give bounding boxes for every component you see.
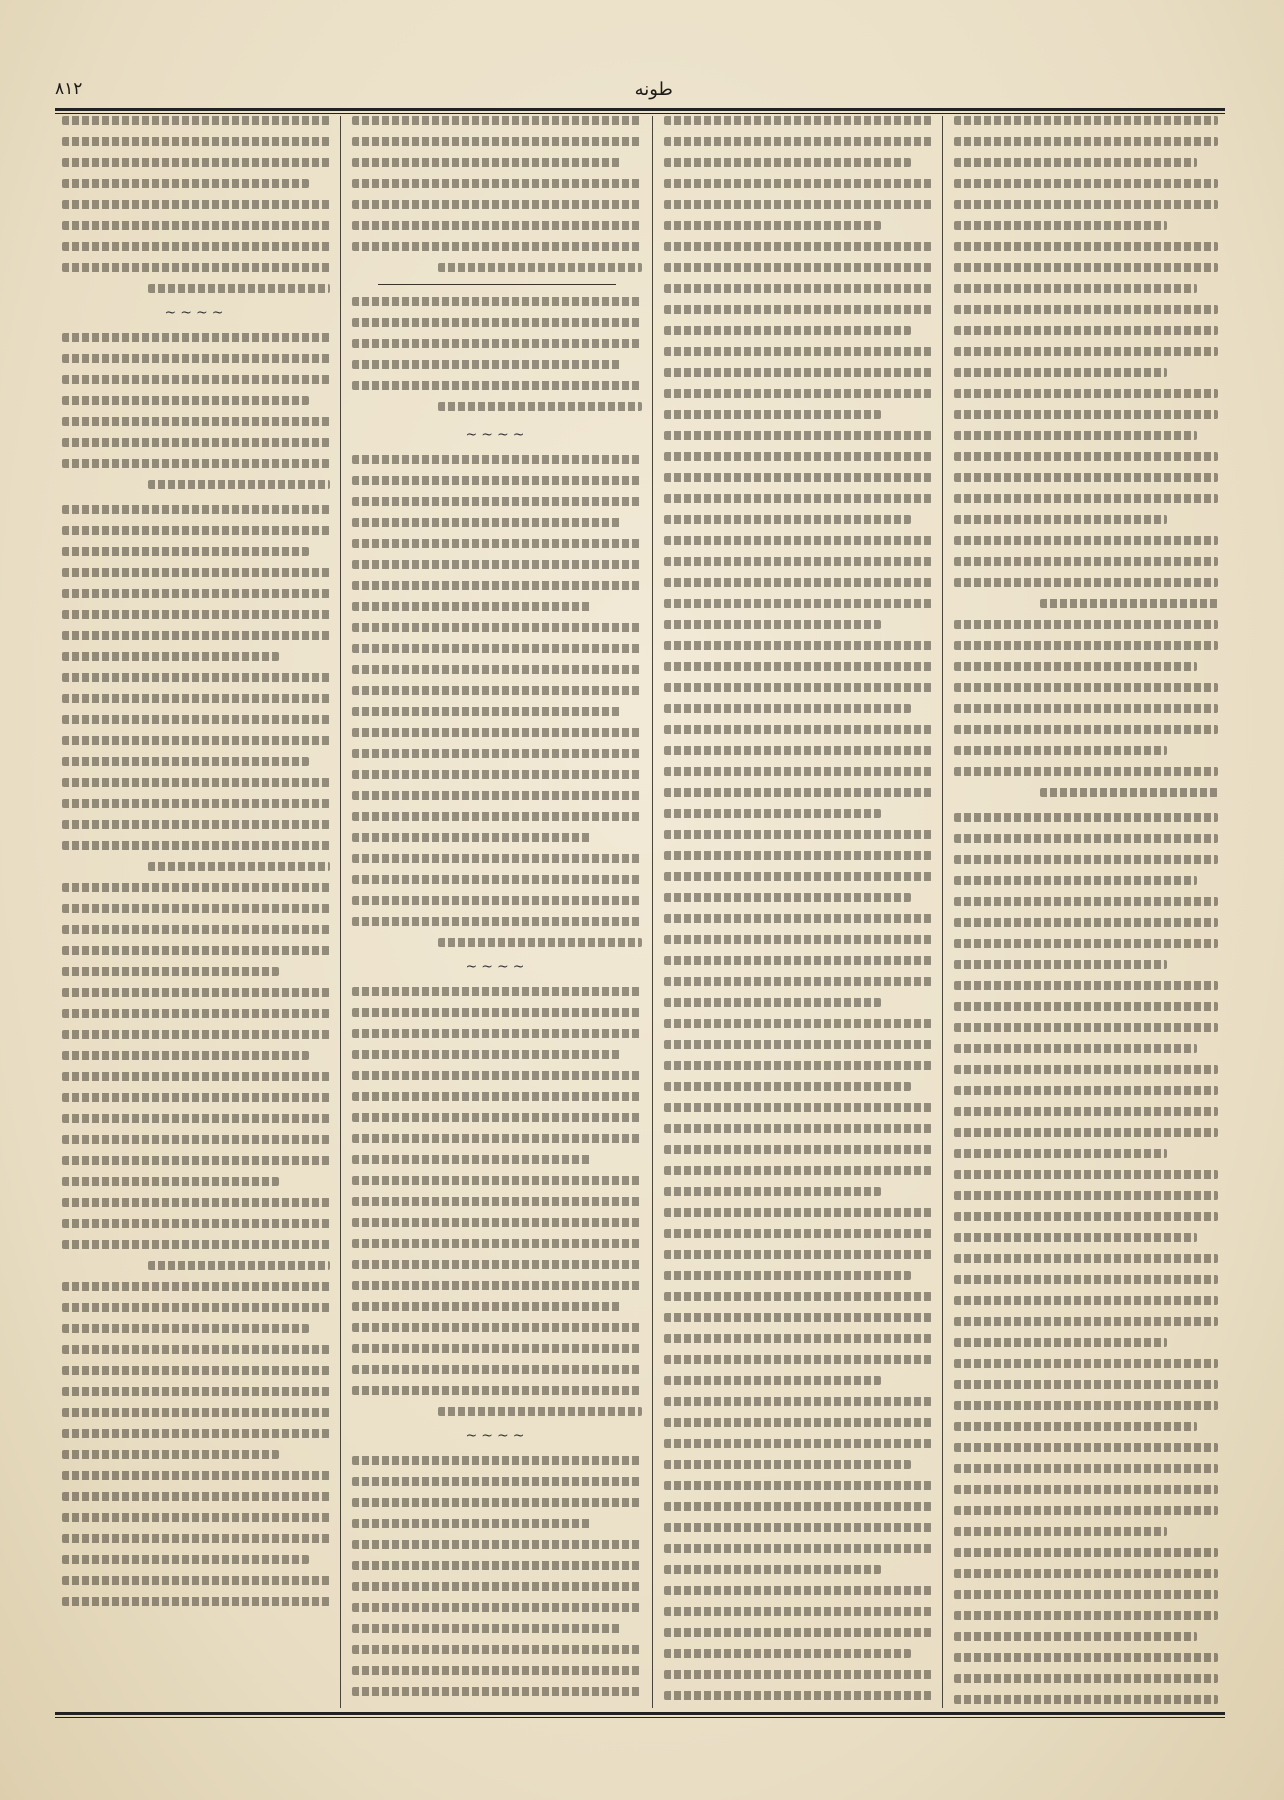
header-rule: [55, 108, 1225, 111]
masthead-page-number: ٨١٢: [55, 79, 83, 99]
column-separator: [942, 116, 943, 1708]
column-4: [58, 116, 334, 1708]
subsection-marker: ~~~~: [164, 305, 228, 321]
printer-line: [55, 1724, 535, 1754]
subsection-marker: ~~~~: [465, 427, 529, 443]
column-separator: [652, 116, 653, 1708]
header-rule-thin: [55, 113, 1225, 114]
column-1: [950, 116, 1222, 1708]
masthead-paper-name: طونه: [634, 78, 673, 100]
column-2: [660, 116, 936, 1708]
subsection-marker: ~~~~: [465, 1428, 529, 1444]
column-separator: [340, 116, 341, 1708]
masthead: [55, 70, 1225, 108]
column-3: [348, 116, 646, 1708]
footer-rule-thin: [55, 1717, 1225, 1718]
subsection-marker: ~~~~: [465, 959, 529, 975]
footer-rule: [55, 1712, 1225, 1715]
